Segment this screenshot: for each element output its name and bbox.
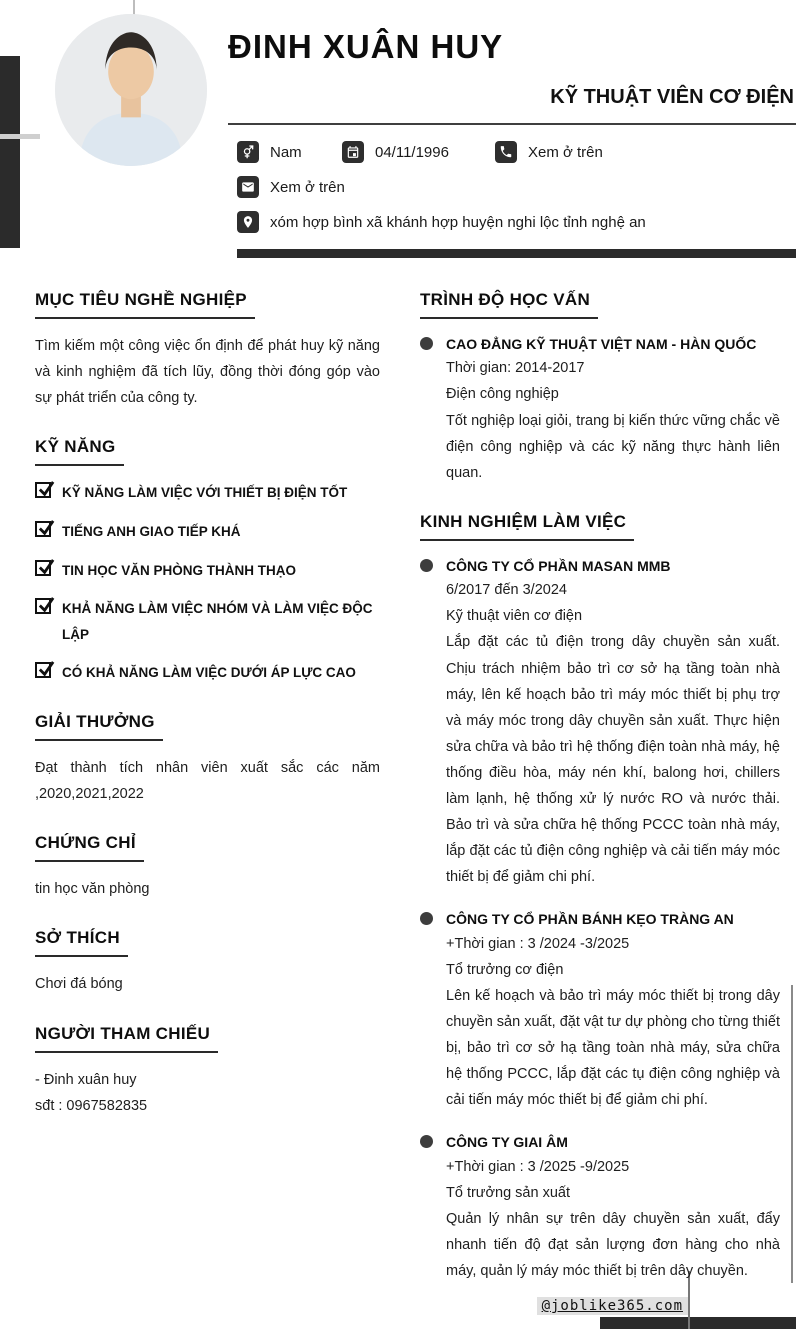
reference-phone: sđt : 0967582835: [35, 1097, 148, 1114]
contact-email-value: Xem ở trên: [270, 178, 345, 196]
profile-photo-placeholder: [55, 14, 207, 166]
right-column: [420, 290, 780, 1284]
footer: [537, 1297, 688, 1315]
contact-block: [237, 141, 796, 258]
calendar-icon: [342, 141, 364, 163]
section-heading-references: NGƯỜI THAM CHIẾU: [35, 1024, 218, 1053]
skill-label: TIẾNG ANH GIAO TIẾP KHÁ: [62, 523, 241, 539]
certificates-text: tin học văn phòng: [35, 881, 150, 898]
email-icon: [237, 176, 259, 198]
section-skills: [35, 437, 380, 686]
bullet-icon: [420, 1135, 433, 1148]
contact-gender: [237, 141, 342, 163]
experience-company: CÔNG TY GIAI ÂM: [446, 1134, 568, 1151]
section-education: [420, 290, 780, 486]
section-heading-hobbies: SỞ THÍCH: [35, 928, 128, 957]
experience-company: CÔNG TY CỔ PHẦN BÁNH KẸO TRÀNG AN: [446, 911, 734, 928]
experience-entry: [420, 1131, 780, 1284]
section-heading-skills: KỸ NĂNG: [35, 437, 124, 466]
checkbox-icon: [35, 662, 51, 678]
skill-item: [35, 480, 380, 506]
experience-entry: [420, 555, 780, 891]
skill-item: [35, 596, 380, 647]
bullet-icon: [420, 559, 433, 572]
education-entry: [420, 333, 780, 486]
contact-address: [237, 211, 646, 233]
main-content: [0, 258, 796, 1284]
section-hobbies: [35, 928, 380, 997]
bottom-right-bar: [600, 1317, 796, 1329]
right-edge-line: [791, 985, 793, 1283]
section-heading-education: TRÌNH ĐỘ HỌC VẤN: [420, 290, 598, 319]
hobbies-text: Chơi đá bóng: [35, 976, 123, 993]
skill-item: [35, 660, 380, 686]
header-divider: [228, 123, 796, 125]
skill-label: KỸ NĂNG LÀM VIỆC VỚI THIẾT BỊ ĐIỆN TỐT: [62, 485, 348, 501]
experience-role: Tổ trưởng cơ điện: [446, 961, 564, 978]
section-certificates: [35, 833, 380, 902]
phone-icon: [495, 141, 517, 163]
education-school: CAO ĐẲNG KỸ THUẬT VIỆT NAM - HÀN QUỐC: [446, 336, 757, 352]
objective-text: Tìm kiếm một công việc ổn định để phát huy kỹ năng và kinh nghiệm đã tích lũy, đồng thời đóng góp vào sự phát triển của công ty.: [35, 338, 380, 407]
section-references: [35, 1024, 380, 1119]
section-experience: [420, 512, 780, 1284]
reference-name: - Đinh xuân huy: [35, 1071, 137, 1088]
section-objective: [35, 290, 380, 411]
education-description: Tốt nghiệp loại giỏi, trang bị kiến thức vững chắc về điện công nghiệp và các kỹ năng thực hành liên quan.: [446, 412, 780, 481]
education-time: Thời gian: 2014-2017: [446, 360, 585, 377]
checkbox-icon: [35, 482, 51, 498]
contact-row: [237, 141, 796, 163]
section-heading-experience: KINH NGHIỆM LÀM VIỆC: [420, 512, 634, 541]
section-heading-awards: GIẢI THƯỞNG: [35, 712, 163, 741]
section-heading-objective: MỤC TIÊU NGHỀ NGHIỆP: [35, 290, 255, 319]
contact-birthday-value: 04/11/1996: [375, 143, 449, 161]
header: [0, 0, 796, 258]
section-awards: [35, 712, 380, 807]
location-icon: [237, 211, 259, 233]
contact-phone-value: Xem ở trên: [528, 143, 603, 161]
education-major: Điện công nghiệp: [446, 386, 559, 403]
bullet-icon: [420, 337, 433, 350]
contact-phone: [495, 141, 603, 163]
left-column: [35, 290, 380, 1284]
skill-label: CÓ KHẢ NĂNG LÀM VIỆC DƯỚI ÁP LỰC CAO: [62, 665, 356, 681]
experience-description: Quản lý nhân sự trên dây chuyền sản xuất, đẩy nhanh tiến độ đạt sản lượng đơn hàng cho nhà máy, quản lý máy móc thiết bị trên dây chuyền.: [446, 1211, 780, 1280]
awards-text: Đạt thành tích nhân viên xuất sắc các năm ,2020,2021,2022: [35, 760, 380, 803]
skill-item: [35, 558, 380, 584]
checkbox-icon: [35, 560, 51, 576]
experience-role: Kỹ thuật viên cơ điện: [446, 608, 583, 625]
header-right: [228, 28, 796, 258]
checkbox-icon: [35, 598, 51, 614]
checkbox-icon: [35, 521, 51, 537]
skill-label: TIN HỌC VĂN PHÒNG THÀNH THẠO: [62, 562, 296, 578]
watermark-link[interactable]: @joblike365.com: [537, 1297, 688, 1315]
contact-email: [237, 176, 345, 198]
contact-birthday: [342, 141, 495, 163]
candidate-name: ĐINH XUÂN HUY: [228, 28, 504, 65]
section-heading-certificates: CHỨNG CHỈ: [35, 833, 144, 862]
left-gray-tick: [0, 134, 40, 139]
gender-icon: [237, 141, 259, 163]
contact-row: [237, 211, 796, 233]
experience-description: Lên kế hoạch và bảo trì máy móc thiết bị trong dây chuyền sản xuất, đặt vật tư dự phòng cho từng thiết bị, bảo trì cơ sở hạ tầng toàn nhà máy, sửa chữa hệ thống PCCC, lắp đặt các tụ điện công nghiệp và cải tiến máy móc thiết bị để giảm chi phí.: [446, 987, 780, 1109]
experience-time: 6/2017 đến 3/2024: [446, 582, 567, 599]
contact-address-value: xóm hợp bình xã khánh hợp huyện nghi lộc tỉnh nghệ an: [270, 213, 646, 231]
experience-company: CÔNG TY CỔ PHẦN MASAN MMB: [446, 557, 671, 574]
experience-role: Tổ trưởng sản xuất: [446, 1184, 570, 1201]
contact-row: [237, 176, 796, 198]
experience-time: +Thời gian : 3 /2025 -9/2025: [446, 1158, 630, 1175]
experience-time: +Thời gian : 3 /2024 -3/2025: [446, 935, 630, 952]
bullet-icon: [420, 912, 433, 925]
experience-entry: [420, 908, 780, 1113]
job-title: KỸ THUẬT VIÊN CƠ ĐIỆN: [550, 86, 794, 108]
skill-label: KHẢ NĂNG LÀM VIỆC NHÓM VÀ LÀM VIỆC ĐỘC LẬP: [62, 601, 373, 642]
profile-photo: [55, 14, 207, 166]
skill-item: [35, 519, 380, 545]
contact-gender-value: Nam: [270, 143, 302, 161]
experience-description: Lắp đặt các tủ điện trong dây chuyền sản xuất. Chịu trách nhiệm bảo trì cơ sở hạ tầng toàn nhà máy, lên kế hoạch bảo trì máy móc thiết bị phụ trợ và máy móc trong dây chuyền sản xuất. Thực hiện sửa chữa và bảo trì hệ thống điện toàn nhà máy, hệ thống điều hòa, máy nén khí, balong hơi, chillers làm lạnh, hệ thống xử lý nước RO và nước thải. Bảo trì và sửa chữa hệ thống PCCC toàn nhà máy, lắp đặt các tủ điện công nghiệp và cải tiến máy móc thiết bị để giảm chi phí.: [446, 634, 780, 886]
